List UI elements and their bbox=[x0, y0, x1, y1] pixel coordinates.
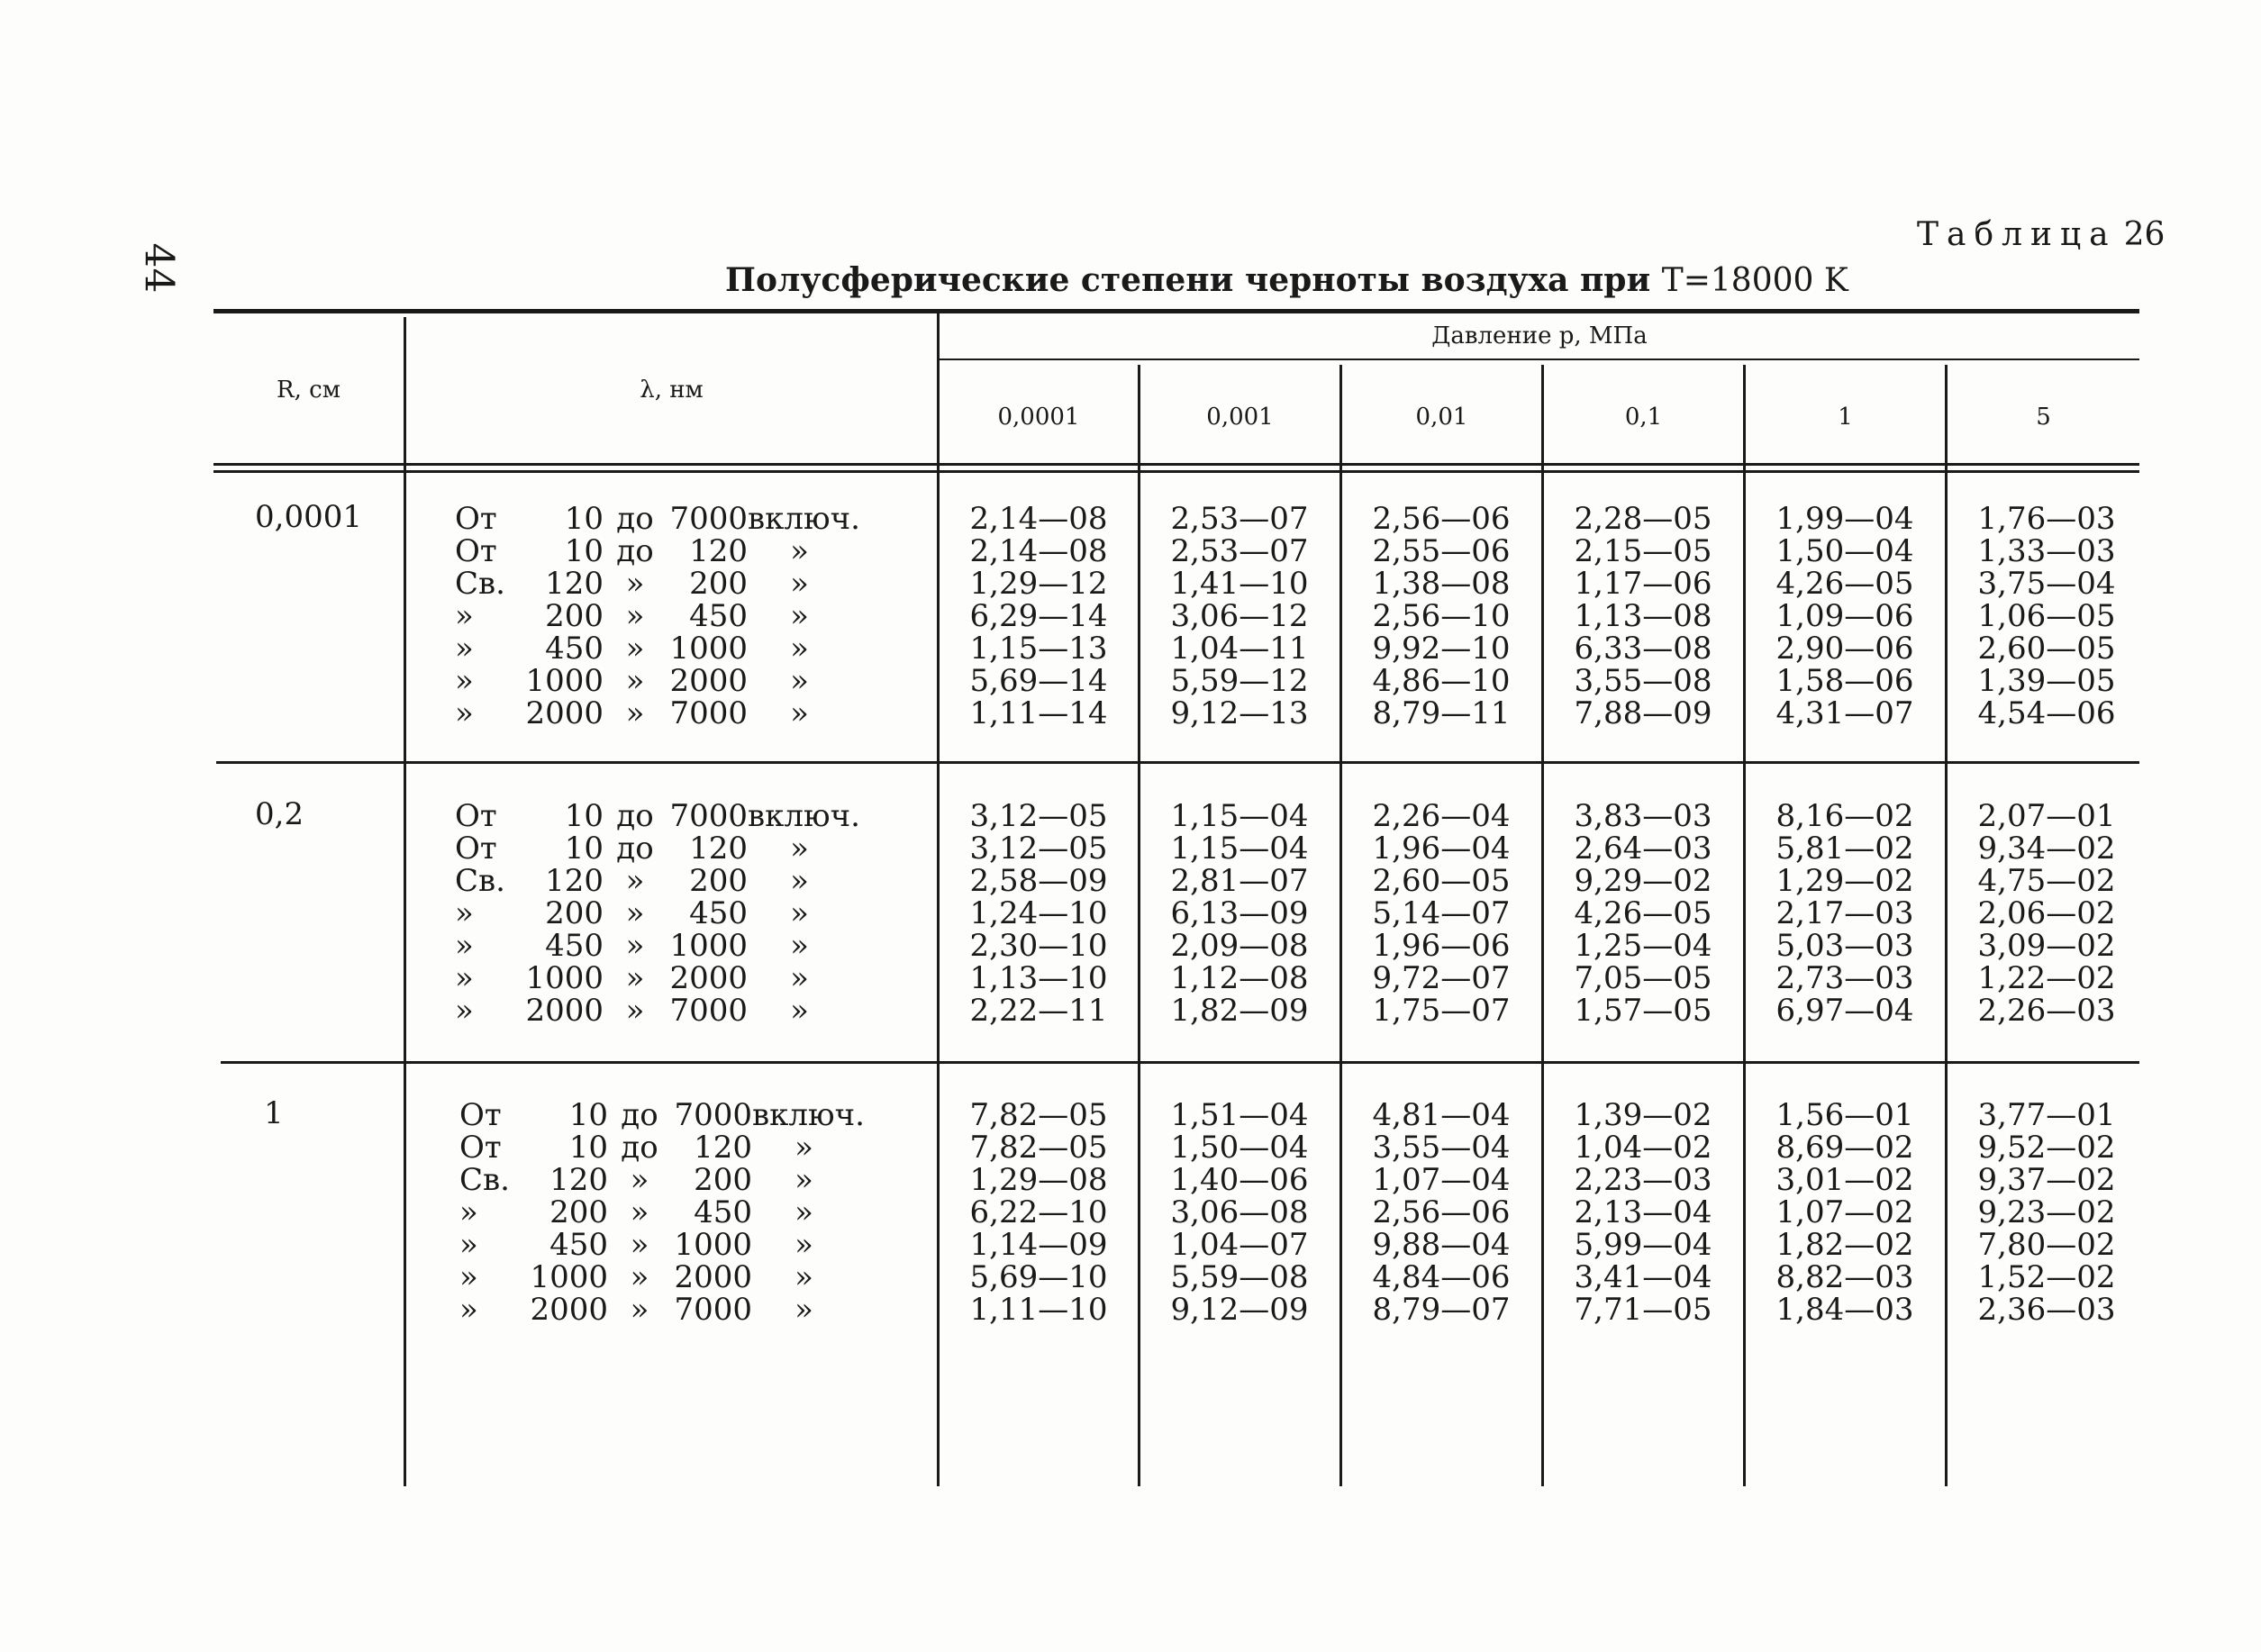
emissivity-value: 1,07—04 bbox=[1372, 1162, 1511, 1198]
wavelength-range-line bbox=[455, 832, 851, 865]
wavelength-range-part: » bbox=[795, 1130, 813, 1166]
wavelength-range-part: От bbox=[455, 831, 497, 867]
wavelength-range-part: до bbox=[616, 533, 654, 569]
emissivity-value: 1,57—05 bbox=[1574, 993, 1712, 1029]
table-title-main: Полусферические степени черноты воздуха при bbox=[725, 261, 1662, 299]
col-divider-r-lambda bbox=[404, 317, 406, 1486]
emissivity-value: 4,54—06 bbox=[1977, 695, 2116, 731]
wavelength-range-part: 120 bbox=[545, 566, 604, 602]
emissivity-value: 2,06—02 bbox=[1977, 895, 2116, 931]
emissivity-value: 6,97—04 bbox=[1775, 993, 1914, 1029]
wavelength-range-line bbox=[459, 1261, 856, 1293]
wavelength-range-part: » bbox=[790, 895, 809, 931]
emissivity-value: 2,30—10 bbox=[969, 928, 1108, 964]
emissivity-value: 2,64—03 bbox=[1574, 831, 1712, 867]
emissivity-value: 5,59—08 bbox=[1170, 1259, 1309, 1295]
wavelength-range-part: » bbox=[459, 1227, 478, 1263]
emissivity-value: 3,77—01 bbox=[1977, 1097, 2116, 1133]
emissivity-value: 1,50—04 bbox=[1775, 533, 1914, 569]
wavelength-range-part: Св. bbox=[459, 1162, 510, 1198]
emissivity-value: 6,33—08 bbox=[1574, 631, 1712, 667]
wavelength-range-line bbox=[455, 697, 851, 730]
wavelength-range-part: » bbox=[459, 1194, 478, 1230]
emissivity-value: 2,26—03 bbox=[1977, 993, 2116, 1029]
wavelength-range-cell bbox=[455, 798, 860, 1029]
emissivity-value: 2,56—06 bbox=[1372, 1194, 1511, 1230]
wavelength-range-part: 200 bbox=[549, 1194, 608, 1230]
wavelength-range-part: 1000 bbox=[525, 960, 604, 996]
emissivity-value: 6,29—14 bbox=[969, 598, 1108, 634]
emissivity-value: 1,07—02 bbox=[1775, 1194, 1914, 1230]
emissivity-column bbox=[1746, 800, 1944, 1027]
emissivity-column bbox=[1140, 800, 1339, 1027]
header-r: R, см bbox=[277, 377, 341, 404]
table-label-word: Таблица bbox=[1917, 216, 2117, 253]
wavelength-range-part: От bbox=[455, 798, 497, 834]
emissivity-value: 2,36—03 bbox=[1977, 1292, 2116, 1328]
emissivity-value: 1,29—08 bbox=[969, 1162, 1108, 1198]
table-label bbox=[1917, 216, 2165, 253]
page-number: 44 bbox=[135, 242, 182, 294]
emissivity-value: 9,92—10 bbox=[1372, 631, 1511, 667]
wavelength-range-part: 10 bbox=[568, 1097, 608, 1133]
wavelength-range-part: 200 bbox=[545, 598, 604, 634]
wavelength-range-part: 7000 bbox=[669, 993, 748, 1029]
emissivity-value: 6,22—10 bbox=[969, 1194, 1108, 1230]
wavelength-range-part: » bbox=[625, 695, 645, 731]
emissivity-value: 3,55—04 bbox=[1372, 1130, 1511, 1166]
wavelength-range-line bbox=[455, 665, 851, 697]
emissivity-value: 1,15—04 bbox=[1170, 798, 1309, 834]
header-pressure-2: 0,01 bbox=[1415, 404, 1468, 431]
wavelength-range-part: 7000 bbox=[674, 1292, 752, 1328]
wavelength-range-part: » bbox=[790, 533, 809, 569]
emissivity-value: 2,22—11 bbox=[969, 993, 1108, 1029]
emissivity-value: 1,04—07 bbox=[1170, 1227, 1309, 1263]
wavelength-range-part: От bbox=[459, 1130, 502, 1166]
wavelength-range-part: » bbox=[795, 1162, 813, 1198]
emissivity-column bbox=[1544, 1099, 1742, 1326]
emissivity-column bbox=[1948, 503, 2146, 730]
emissivity-value: 1,22—02 bbox=[1977, 960, 2116, 996]
emissivity-value: 9,12—13 bbox=[1170, 695, 1309, 731]
wavelength-range-part: Св. bbox=[455, 863, 505, 899]
emissivity-value: 1,50—04 bbox=[1170, 1130, 1309, 1166]
emissivity-value: 2,60—05 bbox=[1977, 631, 2116, 667]
emissivity-value: 4,75—02 bbox=[1977, 863, 2116, 899]
wavelength-range-part: 120 bbox=[689, 533, 748, 569]
emissivity-value: 1,33—03 bbox=[1977, 533, 2116, 569]
emissivity-column bbox=[1342, 800, 1540, 1027]
emissivity-value: 1,29—12 bbox=[969, 566, 1108, 602]
wavelength-range-part: » bbox=[625, 895, 645, 931]
emissivity-column bbox=[1140, 503, 1339, 730]
wavelength-range-part: 2000 bbox=[525, 993, 604, 1029]
wavelength-range-part: » bbox=[625, 993, 645, 1029]
emissivity-value: 9,37—02 bbox=[1977, 1162, 2116, 1198]
emissivity-value: 1,25—04 bbox=[1574, 928, 1712, 964]
emissivity-value: 9,23—02 bbox=[1977, 1194, 2116, 1230]
header-bottom-rule-1 bbox=[213, 463, 2139, 466]
emissivity-value: 1,52—02 bbox=[1977, 1259, 2116, 1295]
emissivity-value: 4,26—05 bbox=[1775, 566, 1914, 602]
emissivity-value: 5,99—04 bbox=[1574, 1227, 1712, 1263]
wavelength-range-part: » bbox=[459, 1259, 478, 1295]
wavelength-range-part: включ. bbox=[748, 798, 860, 834]
emissivity-value: 1,04—11 bbox=[1170, 631, 1309, 667]
emissivity-column bbox=[1948, 1099, 2146, 1326]
top-rule bbox=[213, 309, 2139, 313]
wavelength-range-line bbox=[459, 1293, 856, 1326]
emissivity-value: 2,28—05 bbox=[1574, 501, 1712, 537]
emissivity-column bbox=[1342, 1099, 1540, 1326]
emissivity-value: 7,80—02 bbox=[1977, 1227, 2116, 1263]
emissivity-value: 2,56—06 bbox=[1372, 501, 1511, 537]
wavelength-range-part: 10 bbox=[564, 501, 604, 537]
emissivity-value: 3,12—05 bbox=[969, 798, 1108, 834]
emissivity-value: 1,40—06 bbox=[1170, 1162, 1309, 1198]
wavelength-range-part: 450 bbox=[689, 598, 748, 634]
wavelength-range-part: до bbox=[621, 1130, 658, 1166]
wavelength-range-part: 120 bbox=[694, 1130, 752, 1166]
wavelength-range-part: » bbox=[630, 1292, 649, 1328]
wavelength-range-line bbox=[459, 1229, 856, 1261]
emissivity-value: 1,14—09 bbox=[969, 1227, 1108, 1263]
radius-cell: 0,2 bbox=[255, 796, 304, 832]
wavelength-range-part: » bbox=[790, 831, 809, 867]
emissivity-value: 6,13—09 bbox=[1170, 895, 1309, 931]
emissivity-column bbox=[1948, 800, 2146, 1027]
emissivity-value: 9,88—04 bbox=[1372, 1227, 1511, 1263]
emissivity-value: 3,06—12 bbox=[1170, 598, 1309, 634]
wavelength-range-line bbox=[455, 962, 851, 994]
emissivity-value: 1,12—08 bbox=[1170, 960, 1309, 996]
emissivity-value: 1,15—04 bbox=[1170, 831, 1309, 867]
header-lambda: λ, нм bbox=[640, 377, 704, 404]
emissivity-column bbox=[940, 800, 1138, 1027]
wavelength-range-part: 7000 bbox=[669, 798, 748, 834]
emissivity-value: 9,52—02 bbox=[1977, 1130, 2116, 1166]
emissivity-value: 8,79—07 bbox=[1372, 1292, 1511, 1328]
wavelength-range-part: 200 bbox=[689, 863, 748, 899]
radius-cell: 1 bbox=[264, 1095, 284, 1131]
header-pressure-0: 0,0001 bbox=[997, 404, 1080, 431]
emissivity-value: 2,56—10 bbox=[1372, 598, 1511, 634]
emissivity-value: 2,26—04 bbox=[1372, 798, 1511, 834]
emissivity-value: 1,13—10 bbox=[969, 960, 1108, 996]
wavelength-range-part: » bbox=[455, 993, 474, 1029]
wavelength-range-part: 450 bbox=[545, 631, 604, 667]
wavelength-range-part: » bbox=[790, 993, 809, 1029]
emissivity-value: 1,96—04 bbox=[1372, 831, 1511, 867]
emissivity-value: 1,15—13 bbox=[969, 631, 1108, 667]
wavelength-range-line bbox=[455, 600, 851, 632]
wavelength-range-part: » bbox=[459, 1292, 478, 1328]
table-title bbox=[725, 261, 1848, 299]
wavelength-range-part: 450 bbox=[689, 895, 748, 931]
wavelength-range-line bbox=[459, 1131, 856, 1164]
emissivity-value: 3,55—08 bbox=[1574, 663, 1712, 699]
wavelength-range-part: 1000 bbox=[669, 928, 748, 964]
wavelength-range-part: 120 bbox=[549, 1162, 608, 1198]
wavelength-range-line bbox=[455, 535, 851, 567]
emissivity-column bbox=[940, 1099, 1138, 1326]
wavelength-range-line bbox=[459, 1164, 856, 1196]
emissivity-value: 2,58—09 bbox=[969, 863, 1108, 899]
wavelength-range-part: 10 bbox=[568, 1130, 608, 1166]
emissivity-value: 1,41—10 bbox=[1170, 566, 1309, 602]
emissivity-value: 1,84—03 bbox=[1775, 1292, 1914, 1328]
emissivity-value: 1,17—06 bbox=[1574, 566, 1712, 602]
wavelength-range-part: включ. bbox=[748, 501, 860, 537]
emissivity-value: 4,84—06 bbox=[1372, 1259, 1511, 1295]
wavelength-range-part: » bbox=[795, 1194, 813, 1230]
table-title-temperature: T=18000 K bbox=[1661, 262, 1848, 299]
wavelength-range-part: » bbox=[790, 695, 809, 731]
emissivity-value: 2,09—08 bbox=[1170, 928, 1309, 964]
emissivity-value: 4,86—10 bbox=[1372, 663, 1511, 699]
emissivity-value: 7,05—05 bbox=[1574, 960, 1712, 996]
wavelength-range-part: 2000 bbox=[530, 1292, 608, 1328]
wavelength-range-line bbox=[455, 994, 851, 1027]
wavelength-range-part: 2000 bbox=[669, 663, 748, 699]
emissivity-value: 2,14—08 bbox=[969, 501, 1108, 537]
emissivity-value: 2,90—06 bbox=[1775, 631, 1914, 667]
wavelength-range-part: » bbox=[625, 598, 645, 634]
emissivity-column bbox=[1544, 800, 1742, 1027]
wavelength-range-part: » bbox=[795, 1292, 813, 1328]
emissivity-value: 3,12—05 bbox=[969, 831, 1108, 867]
emissivity-value: 4,81—04 bbox=[1372, 1097, 1511, 1133]
wavelength-range-part: 200 bbox=[694, 1162, 752, 1198]
emissivity-value: 5,81—02 bbox=[1775, 831, 1914, 867]
header-pressure-3: 0,1 bbox=[1624, 404, 1663, 431]
emissivity-value: 1,76—03 bbox=[1977, 501, 2116, 537]
emissivity-value: 2,23—03 bbox=[1574, 1162, 1712, 1198]
emissivity-value: 9,34—02 bbox=[1977, 831, 2116, 867]
wavelength-range-part: » bbox=[625, 863, 645, 899]
wavelength-range-part: » bbox=[630, 1227, 649, 1263]
emissivity-value: 1,11—10 bbox=[969, 1292, 1108, 1328]
emissivity-value: 3,75—04 bbox=[1977, 566, 2116, 602]
wavelength-range-part: » bbox=[455, 598, 474, 634]
header-pressure-5: 5 bbox=[2036, 404, 2051, 431]
emissivity-column bbox=[1746, 503, 1944, 730]
radius-cell: 0,0001 bbox=[255, 499, 362, 535]
header-bottom-rule-2 bbox=[213, 470, 2139, 473]
wavelength-range-line bbox=[455, 632, 851, 665]
emissivity-value: 7,88—09 bbox=[1574, 695, 1712, 731]
emissivity-column bbox=[1342, 503, 1540, 730]
emissivity-column bbox=[1544, 503, 1742, 730]
emissivity-value: 9,29—02 bbox=[1574, 863, 1712, 899]
emissivity-value: 1,39—02 bbox=[1574, 1097, 1712, 1133]
wavelength-range-part: » bbox=[790, 863, 809, 899]
wavelength-range-part: » bbox=[795, 1259, 813, 1295]
wavelength-range-part: 200 bbox=[545, 895, 604, 931]
emissivity-value: 2,14—08 bbox=[969, 533, 1108, 569]
wavelength-range-part: » bbox=[625, 663, 645, 699]
wavelength-range-part: » bbox=[795, 1227, 813, 1263]
wavelength-range-part: включ. bbox=[752, 1097, 865, 1133]
wavelength-range-part: 200 bbox=[689, 566, 748, 602]
emissivity-value: 5,59—12 bbox=[1170, 663, 1309, 699]
wavelength-range-part: 1000 bbox=[530, 1259, 608, 1295]
wavelength-range-part: » bbox=[625, 928, 645, 964]
wavelength-range-part: » bbox=[790, 631, 809, 667]
wavelength-range-part: 1000 bbox=[674, 1227, 752, 1263]
emissivity-value: 8,82—03 bbox=[1775, 1259, 1914, 1295]
emissivity-value: 9,72—07 bbox=[1372, 960, 1511, 996]
wavelength-range-part: 7000 bbox=[674, 1097, 752, 1133]
wavelength-range-part: 120 bbox=[545, 863, 604, 899]
emissivity-value: 2,60—05 bbox=[1372, 863, 1511, 899]
emissivity-value: 2,53—07 bbox=[1170, 501, 1309, 537]
emissivity-value: 1,29—02 bbox=[1775, 863, 1914, 899]
wavelength-range-part: » bbox=[455, 960, 474, 996]
wavelength-range-part: » bbox=[455, 663, 474, 699]
group-divider-1 bbox=[216, 761, 2139, 764]
emissivity-value: 7,82—05 bbox=[969, 1097, 1108, 1133]
wavelength-range-part: 450 bbox=[545, 928, 604, 964]
wavelength-range-part: 120 bbox=[689, 831, 748, 867]
wavelength-range-part: » bbox=[455, 895, 474, 931]
wavelength-range-part: Св. bbox=[455, 566, 505, 602]
emissivity-value: 2,81—07 bbox=[1170, 863, 1309, 899]
wavelength-range-part: » bbox=[625, 631, 645, 667]
emissivity-value: 4,31—07 bbox=[1775, 695, 1914, 731]
emissivity-value: 1,82—02 bbox=[1775, 1227, 1914, 1263]
emissivity-value: 1,06—05 bbox=[1977, 598, 2116, 634]
wavelength-range-line bbox=[455, 865, 851, 897]
wavelength-range-part: » bbox=[455, 695, 474, 731]
emissivity-value: 2,73—03 bbox=[1775, 960, 1914, 996]
wavelength-range-part: до bbox=[616, 831, 654, 867]
wavelength-range-part: до bbox=[621, 1097, 658, 1133]
emissivity-value: 3,01—02 bbox=[1775, 1162, 1914, 1198]
wavelength-range-part: » bbox=[455, 631, 474, 667]
wavelength-range-part: » bbox=[790, 566, 809, 602]
wavelength-range-part: 7000 bbox=[669, 501, 748, 537]
wavelength-range-part: » bbox=[790, 928, 809, 964]
emissivity-column bbox=[1140, 1099, 1339, 1326]
wavelength-range-line bbox=[455, 930, 851, 962]
emissivity-value: 1,04—02 bbox=[1574, 1130, 1712, 1166]
wavelength-range-part: 10 bbox=[564, 831, 604, 867]
emissivity-value: 9,12—09 bbox=[1170, 1292, 1309, 1328]
wavelength-range-part: От bbox=[455, 501, 497, 537]
wavelength-range-part: » bbox=[790, 663, 809, 699]
wavelength-range-part: 2000 bbox=[674, 1259, 752, 1295]
emissivity-value: 5,69—10 bbox=[969, 1259, 1108, 1295]
wavelength-range-part: » bbox=[625, 566, 645, 602]
emissivity-value: 1,09—06 bbox=[1775, 598, 1914, 634]
emissivity-value: 8,79—11 bbox=[1372, 695, 1511, 731]
wavelength-range-part: От bbox=[455, 533, 497, 569]
wavelength-range-part: 1000 bbox=[669, 631, 748, 667]
wavelength-range-part: » bbox=[625, 960, 645, 996]
wavelength-range-part: 7000 bbox=[669, 695, 748, 731]
header-pressure-1: 0,001 bbox=[1206, 404, 1274, 431]
emissivity-column bbox=[1746, 1099, 1944, 1326]
emissivity-value: 1,96—06 bbox=[1372, 928, 1511, 964]
emissivity-value: 8,69—02 bbox=[1775, 1130, 1914, 1166]
wavelength-range-part: » bbox=[630, 1162, 649, 1198]
emissivity-value: 1,38—08 bbox=[1372, 566, 1511, 602]
emissivity-value: 7,82—05 bbox=[969, 1130, 1108, 1166]
wavelength-range-part: » bbox=[790, 960, 809, 996]
header-pressure: Давление p, МПа bbox=[1431, 322, 1648, 349]
emissivity-value: 1,82—09 bbox=[1170, 993, 1309, 1029]
emissivity-value: 2,13—04 bbox=[1574, 1194, 1712, 1230]
wavelength-range-line bbox=[459, 1097, 865, 1133]
wavelength-range-cell bbox=[455, 501, 860, 731]
wavelength-range-part: 10 bbox=[564, 798, 604, 834]
wavelength-range-part: От bbox=[459, 1097, 502, 1133]
emissivity-value: 5,03—03 bbox=[1775, 928, 1914, 964]
wavelength-range-part: до bbox=[616, 501, 654, 537]
wavelength-range-line bbox=[455, 897, 851, 930]
wavelength-range-part: 2000 bbox=[525, 695, 604, 731]
wavelength-range-part: до bbox=[616, 798, 654, 834]
emissivity-value: 1,13—08 bbox=[1574, 598, 1712, 634]
emissivity-value: 2,17—03 bbox=[1775, 895, 1914, 931]
emissivity-value: 1,51—04 bbox=[1170, 1097, 1309, 1133]
emissivity-value: 1,39—05 bbox=[1977, 663, 2116, 699]
emissivity-value: 5,14—07 bbox=[1372, 895, 1511, 931]
wavelength-range-part: » bbox=[455, 928, 474, 964]
emissivity-value: 2,07—01 bbox=[1977, 798, 2116, 834]
emissivity-value: 4,26—05 bbox=[1574, 895, 1712, 931]
wavelength-range-line bbox=[459, 1196, 856, 1229]
wavelength-range-part: » bbox=[630, 1194, 649, 1230]
wavelength-range-line bbox=[455, 567, 851, 600]
emissivity-value: 3,09—02 bbox=[1977, 928, 2116, 964]
emissivity-value: 2,53—07 bbox=[1170, 533, 1309, 569]
emissivity-value: 2,15—05 bbox=[1574, 533, 1712, 569]
wavelength-range-part: 10 bbox=[564, 533, 604, 569]
emissivity-value: 5,69—14 bbox=[969, 663, 1108, 699]
wavelength-range-cell bbox=[459, 1097, 865, 1328]
pressure-header-rule bbox=[937, 359, 2139, 360]
emissivity-value: 1,75—07 bbox=[1372, 993, 1511, 1029]
wavelength-range-part: 1000 bbox=[525, 663, 604, 699]
group-divider-2 bbox=[221, 1061, 2139, 1064]
wavelength-range-part: 450 bbox=[549, 1227, 608, 1263]
emissivity-value: 3,83—03 bbox=[1574, 798, 1712, 834]
emissivity-value: 3,06—08 bbox=[1170, 1194, 1309, 1230]
wavelength-range-part: » bbox=[790, 598, 809, 634]
emissivity-column bbox=[940, 503, 1138, 730]
emissivity-value: 1,24—10 bbox=[969, 895, 1108, 931]
emissivity-value: 1,11—14 bbox=[969, 695, 1108, 731]
wavelength-range-line bbox=[455, 798, 860, 834]
emissivity-value: 1,56—01 bbox=[1775, 1097, 1914, 1133]
wavelength-range-part: 450 bbox=[694, 1194, 752, 1230]
emissivity-value: 8,16—02 bbox=[1775, 798, 1914, 834]
table-number: 26 bbox=[2123, 216, 2166, 253]
emissivity-value: 3,41—04 bbox=[1574, 1259, 1712, 1295]
emissivity-value: 2,55—06 bbox=[1372, 533, 1511, 569]
wavelength-range-part: 2000 bbox=[669, 960, 748, 996]
wavelength-range-line bbox=[455, 501, 860, 537]
header-pressure-4: 1 bbox=[1838, 404, 1853, 431]
emissivity-value: 1,99—04 bbox=[1775, 501, 1914, 537]
emissivity-value: 7,71—05 bbox=[1574, 1292, 1712, 1328]
wavelength-range-part: » bbox=[630, 1259, 649, 1295]
emissivity-value: 1,58—06 bbox=[1775, 663, 1914, 699]
